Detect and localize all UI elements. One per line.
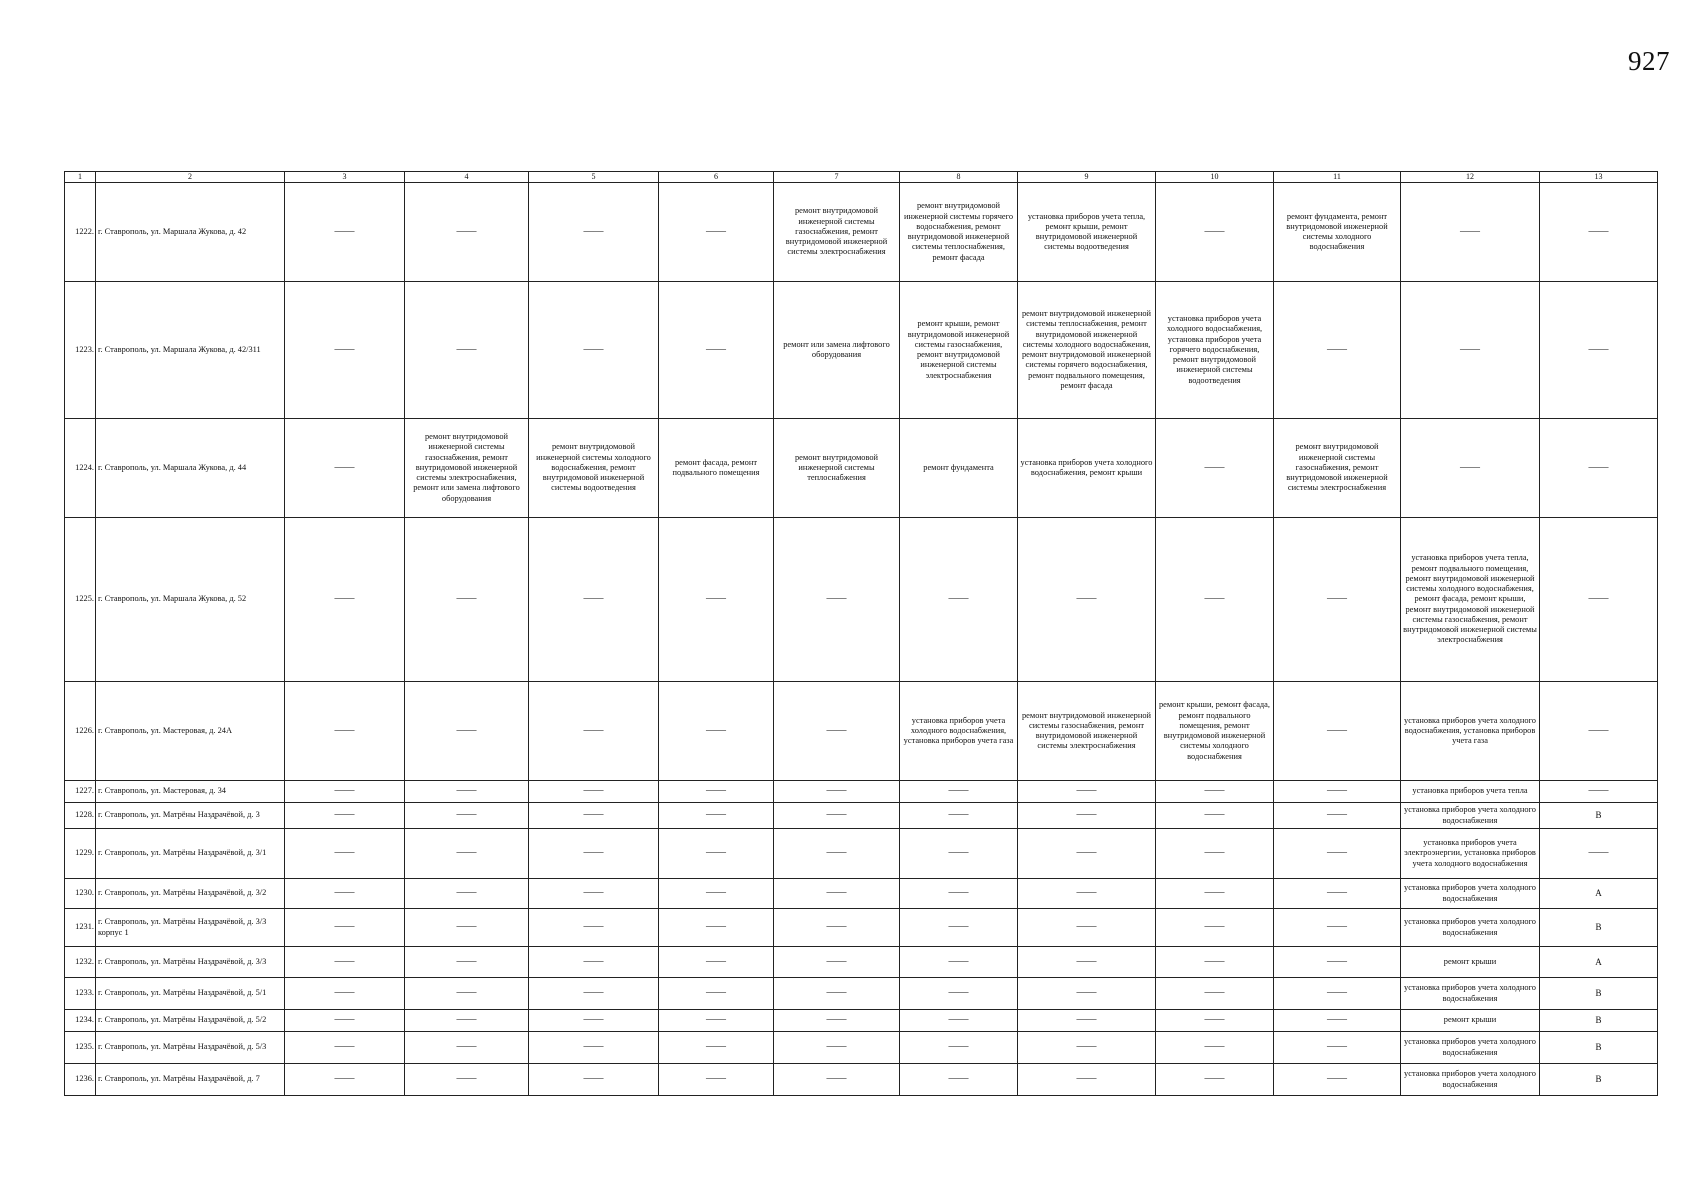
col13-cell: А bbox=[1540, 947, 1658, 978]
column-number-header: 5 bbox=[529, 172, 659, 183]
address-cell: г. Ставрополь, ул. Маршала Жукова, д. 42/311 bbox=[96, 282, 285, 419]
col4-cell: —— bbox=[405, 879, 529, 909]
col7-cell: —— bbox=[774, 518, 900, 682]
col7-cell: —— bbox=[774, 978, 900, 1010]
col7-cell: —— bbox=[774, 781, 900, 803]
col3-cell: —— bbox=[285, 1032, 405, 1064]
col12-cell: установка приборов учета холодного водоснабжения bbox=[1401, 1032, 1540, 1064]
col5-cell: —— bbox=[529, 909, 659, 947]
col10-cell: —— bbox=[1156, 781, 1274, 803]
col6-cell: —— bbox=[659, 1064, 774, 1096]
col9-cell: —— bbox=[1018, 1032, 1156, 1064]
column-number-header: 7 bbox=[774, 172, 900, 183]
address-cell: г. Ставрополь, ул. Мастеровая, д. 24А bbox=[96, 682, 285, 781]
col13-cell: —— bbox=[1540, 282, 1658, 419]
col9-cell: —— bbox=[1018, 781, 1156, 803]
col13-cell: В bbox=[1540, 1064, 1658, 1096]
col13-cell: —— bbox=[1540, 183, 1658, 282]
col9-cell: —— bbox=[1018, 909, 1156, 947]
address-cell: г. Ставрополь, ул. Матрёны Наздрачёвой, д. 7 bbox=[96, 1064, 285, 1096]
col11-cell: ремонт внутридомовой инженерной системы газоснабжения, ремонт внутридомовой инженерной системы электроснабжения bbox=[1274, 419, 1401, 518]
col9-cell: —— bbox=[1018, 978, 1156, 1010]
col4-cell: —— bbox=[405, 1032, 529, 1064]
col3-cell: —— bbox=[285, 947, 405, 978]
col9-cell: —— bbox=[1018, 518, 1156, 682]
col12-cell: —— bbox=[1401, 183, 1540, 282]
col8-cell: —— bbox=[900, 1032, 1018, 1064]
row-number: 1232. bbox=[65, 947, 96, 978]
col3-cell: —— bbox=[285, 419, 405, 518]
col4-cell: —— bbox=[405, 1010, 529, 1032]
column-number-header: 4 bbox=[405, 172, 529, 183]
col9-cell: ремонт внутридомовой инженерной системы газоснабжения, ремонт внутридомовой инженерной системы электроснабжения bbox=[1018, 682, 1156, 781]
col3-cell: —— bbox=[285, 829, 405, 879]
table-row bbox=[65, 879, 1658, 909]
col3-cell: —— bbox=[285, 183, 405, 282]
col10-cell: —— bbox=[1156, 947, 1274, 978]
column-number-header: 11 bbox=[1274, 172, 1401, 183]
col11-cell: —— bbox=[1274, 947, 1401, 978]
col10-cell: —— bbox=[1156, 978, 1274, 1010]
column-number-header: 3 bbox=[285, 172, 405, 183]
col6-cell: —— bbox=[659, 282, 774, 419]
col7-cell: —— bbox=[774, 1032, 900, 1064]
col11-cell: —— bbox=[1274, 1032, 1401, 1064]
row-number: 1227. bbox=[65, 781, 96, 803]
col4-cell: —— bbox=[405, 1064, 529, 1096]
col4-cell: —— bbox=[405, 682, 529, 781]
table-row bbox=[65, 1032, 1658, 1064]
col5-cell: —— bbox=[529, 183, 659, 282]
col8-cell: установка приборов учета холодного водоснабжения, установка приборов учета газа bbox=[900, 682, 1018, 781]
col7-cell: ремонт или замена лифтового оборудования bbox=[774, 282, 900, 419]
col4-cell: —— bbox=[405, 183, 529, 282]
col13-cell: В bbox=[1540, 909, 1658, 947]
col11-cell: —— bbox=[1274, 879, 1401, 909]
col7-cell: —— bbox=[774, 879, 900, 909]
col9-cell: —— bbox=[1018, 947, 1156, 978]
col4-cell: —— bbox=[405, 829, 529, 879]
col4-cell: —— bbox=[405, 803, 529, 829]
col5-cell: —— bbox=[529, 947, 659, 978]
col4-cell: —— bbox=[405, 781, 529, 803]
table-row bbox=[65, 803, 1658, 829]
col6-cell: —— bbox=[659, 518, 774, 682]
col11-cell: —— bbox=[1274, 909, 1401, 947]
col9-cell: —— bbox=[1018, 1064, 1156, 1096]
col6-cell: —— bbox=[659, 909, 774, 947]
col9-cell: ремонт внутридомовой инженерной системы теплоснабжения, ремонт внутридомовой инженерной системы холодного водоснабжения, ремонт внутридомовой инженерной системы горячего водоснабжения, ремонт подвального помещения, ремонт фасада bbox=[1018, 282, 1156, 419]
row-number: 1223. bbox=[65, 282, 96, 419]
col7-cell: ремонт внутридомовой инженерной системы теплоснабжения bbox=[774, 419, 900, 518]
col10-cell: установка приборов учета холодного водоснабжения, установка приборов учета горячего водоснабжения, ремонт внутридомовой инженерной системы водоотведения bbox=[1156, 282, 1274, 419]
col11-cell: —— bbox=[1274, 518, 1401, 682]
address-cell: г. Ставрополь, ул. Маршала Жукова, д. 44 bbox=[96, 419, 285, 518]
col11-cell: —— bbox=[1274, 781, 1401, 803]
address-cell: г. Ставрополь, ул. Матрёны Наздрачёвой, д. 3/3 bbox=[96, 947, 285, 978]
address-cell: г. Ставрополь, ул. Матрёны Наздрачёвой, д. 5/2 bbox=[96, 1010, 285, 1032]
col7-cell: —— bbox=[774, 947, 900, 978]
col11-cell: —— bbox=[1274, 282, 1401, 419]
col4-cell: —— bbox=[405, 518, 529, 682]
col8-cell: —— bbox=[900, 803, 1018, 829]
col10-cell: —— bbox=[1156, 1010, 1274, 1032]
col6-cell: —— bbox=[659, 803, 774, 829]
col10-cell: —— bbox=[1156, 803, 1274, 829]
col8-cell: —— bbox=[900, 909, 1018, 947]
col12-cell: установка приборов учета холодного водоснабжения bbox=[1401, 879, 1540, 909]
col11-cell: —— bbox=[1274, 803, 1401, 829]
col3-cell: —— bbox=[285, 909, 405, 947]
col13-cell: —— bbox=[1540, 682, 1658, 781]
address-cell: г. Ставрополь, ул. Матрёны Наздрачёвой, д. 3/1 bbox=[96, 829, 285, 879]
col3-cell: —— bbox=[285, 879, 405, 909]
col10-cell: —— bbox=[1156, 518, 1274, 682]
col7-cell: —— bbox=[774, 803, 900, 829]
col7-cell: —— bbox=[774, 682, 900, 781]
col13-cell: В bbox=[1540, 803, 1658, 829]
col4-cell: —— bbox=[405, 978, 529, 1010]
col7-cell: ремонт внутридомовой инженерной системы газоснабжения, ремонт внутридомовой инженерной системы электроснабжения bbox=[774, 183, 900, 282]
row-number: 1226. bbox=[65, 682, 96, 781]
col9-cell: —— bbox=[1018, 803, 1156, 829]
col5-cell: —— bbox=[529, 1064, 659, 1096]
col6-cell: —— bbox=[659, 879, 774, 909]
col3-cell: —— bbox=[285, 781, 405, 803]
col12-cell: установка приборов учета тепла bbox=[1401, 781, 1540, 803]
address-cell: г. Ставрополь, ул. Мастеровая, д. 34 bbox=[96, 781, 285, 803]
col12-cell: установка приборов учета тепла, ремонт подвального помещения, ремонт внутридомовой инженерной системы холодного водоснабжения, ремонт фасада, ремонт крыши, ремонт внутридомовой инженерной системы газоснабжения, ремонт внутридомовой инженерной системы электроснабжения bbox=[1401, 518, 1540, 682]
col8-cell: —— bbox=[900, 518, 1018, 682]
col4-cell: —— bbox=[405, 282, 529, 419]
col9-cell: —— bbox=[1018, 879, 1156, 909]
column-number-header: 8 bbox=[900, 172, 1018, 183]
row-number: 1229. bbox=[65, 829, 96, 879]
col10-cell: ремонт крыши, ремонт фасада, ремонт подвального помещения, ремонт внутридомовой инженерной системы холодного водоснабжения bbox=[1156, 682, 1274, 781]
row-number: 1233. bbox=[65, 978, 96, 1010]
col8-cell: ремонт крыши, ремонт внутридомовой инженерной системы газоснабжения, ремонт внутридомовой инженерной системы электроснабжения bbox=[900, 282, 1018, 419]
col11-cell: ремонт фундамента, ремонт внутридомовой инженерной системы холодного водоснабжения bbox=[1274, 183, 1401, 282]
col13-cell: В bbox=[1540, 978, 1658, 1010]
address-cell: г. Ставрополь, ул. Матрёны Наздрачёвой, д. 5/3 bbox=[96, 1032, 285, 1064]
col9-cell: установка приборов учета холодного водоснабжения, ремонт крыши bbox=[1018, 419, 1156, 518]
col5-cell: —— bbox=[529, 1010, 659, 1032]
col12-cell: установка приборов учета холодного водоснабжения bbox=[1401, 909, 1540, 947]
col13-cell: В bbox=[1540, 1010, 1658, 1032]
table-row bbox=[65, 682, 1658, 781]
page-number: 927 bbox=[1628, 46, 1670, 76]
col13-cell: В bbox=[1540, 1032, 1658, 1064]
col5-cell: —— bbox=[529, 781, 659, 803]
col13-cell: —— bbox=[1540, 518, 1658, 682]
col8-cell: ремонт внутридомовой инженерной системы горячего водоснабжения, ремонт внутридомовой инженерной системы теплоснабжения, ремонт фасада bbox=[900, 183, 1018, 282]
address-cell: г. Ставрополь, ул. Матрёны Наздрачёвой, д. 3/3 корпус 1 bbox=[96, 909, 285, 947]
table-row bbox=[65, 947, 1658, 978]
col8-cell: —— bbox=[900, 947, 1018, 978]
col3-cell: —— bbox=[285, 803, 405, 829]
col7-cell: —— bbox=[774, 1064, 900, 1096]
table-row bbox=[65, 909, 1658, 947]
column-number-header: 1 bbox=[65, 172, 96, 183]
repair-schedule-table bbox=[64, 171, 1658, 1096]
col8-cell: —— bbox=[900, 1064, 1018, 1096]
col3-cell: —— bbox=[285, 1010, 405, 1032]
row-number: 1231. bbox=[65, 909, 96, 947]
row-number: 1224. bbox=[65, 419, 96, 518]
col5-cell: —— bbox=[529, 829, 659, 879]
col3-cell: —— bbox=[285, 978, 405, 1010]
col10-cell: —— bbox=[1156, 909, 1274, 947]
col8-cell: —— bbox=[900, 781, 1018, 803]
col11-cell: —— bbox=[1274, 1010, 1401, 1032]
column-number-header: 9 bbox=[1018, 172, 1156, 183]
column-number-row bbox=[65, 172, 1658, 183]
row-number: 1222. bbox=[65, 183, 96, 282]
col12-cell: —— bbox=[1401, 282, 1540, 419]
col12-cell: ремонт крыши bbox=[1401, 1010, 1540, 1032]
col11-cell: —— bbox=[1274, 829, 1401, 879]
col9-cell: —— bbox=[1018, 1010, 1156, 1032]
row-number: 1230. bbox=[65, 879, 96, 909]
table-row bbox=[65, 829, 1658, 879]
col13-cell: —— bbox=[1540, 829, 1658, 879]
col5-cell: —— bbox=[529, 682, 659, 781]
row-number: 1236. bbox=[65, 1064, 96, 1096]
col12-cell: установка приборов учета холодного водоснабжения bbox=[1401, 1064, 1540, 1096]
table-row bbox=[65, 282, 1658, 419]
col5-cell: —— bbox=[529, 803, 659, 829]
column-number-header: 6 bbox=[659, 172, 774, 183]
col4-cell: —— bbox=[405, 909, 529, 947]
col11-cell: —— bbox=[1274, 978, 1401, 1010]
col9-cell: установка приборов учета тепла, ремонт крыши, ремонт внутридомовой инженерной системы водоотведения bbox=[1018, 183, 1156, 282]
col5-cell: ремонт внутридомовой инженерной системы холодного водоснабжения, ремонт внутридомовой инженерной системы водоотведения bbox=[529, 419, 659, 518]
col10-cell: —— bbox=[1156, 879, 1274, 909]
address-cell: г. Ставрополь, ул. Матрёны Наздрачёвой, д. 3 bbox=[96, 803, 285, 829]
col3-cell: —— bbox=[285, 1064, 405, 1096]
col11-cell: —— bbox=[1274, 682, 1401, 781]
col12-cell: установка приборов учета холодного водоснабжения, установка приборов учета газа bbox=[1401, 682, 1540, 781]
col10-cell: —— bbox=[1156, 419, 1274, 518]
address-cell: г. Ставрополь, ул. Маршала Жукова, д. 42 bbox=[96, 183, 285, 282]
col6-cell: —— bbox=[659, 183, 774, 282]
column-number-header: 2 bbox=[96, 172, 285, 183]
table-row bbox=[65, 978, 1658, 1010]
col6-cell: ремонт фасада, ремонт подвального помещения bbox=[659, 419, 774, 518]
col10-cell: —— bbox=[1156, 183, 1274, 282]
col8-cell: ремонт фундамента bbox=[900, 419, 1018, 518]
col10-cell: —— bbox=[1156, 1064, 1274, 1096]
col3-cell: —— bbox=[285, 682, 405, 781]
col6-cell: —— bbox=[659, 829, 774, 879]
col5-cell: —— bbox=[529, 282, 659, 419]
row-number: 1228. bbox=[65, 803, 96, 829]
col11-cell: —— bbox=[1274, 1064, 1401, 1096]
col8-cell: —— bbox=[900, 879, 1018, 909]
column-number-header: 13 bbox=[1540, 172, 1658, 183]
col5-cell: —— bbox=[529, 1032, 659, 1064]
col7-cell: —— bbox=[774, 829, 900, 879]
col10-cell: —— bbox=[1156, 1032, 1274, 1064]
col6-cell: —— bbox=[659, 978, 774, 1010]
address-cell: г. Ставрополь, ул. Матрёны Наздрачёвой, д. 3/2 bbox=[96, 879, 285, 909]
table-body bbox=[65, 183, 1658, 1096]
col12-cell: установка приборов учета холодного водоснабжения bbox=[1401, 978, 1540, 1010]
table-row bbox=[65, 1010, 1658, 1032]
column-number-header: 10 bbox=[1156, 172, 1274, 183]
col4-cell: ремонт внутридомовой инженерной системы газоснабжения, ремонт внутридомовой инженерной системы электроснабжения, ремонт или замена лифтового оборудования bbox=[405, 419, 529, 518]
column-number-header: 12 bbox=[1401, 172, 1540, 183]
col8-cell: —— bbox=[900, 829, 1018, 879]
col4-cell: —— bbox=[405, 947, 529, 978]
col3-cell: —— bbox=[285, 518, 405, 682]
col12-cell: ремонт крыши bbox=[1401, 947, 1540, 978]
col6-cell: —— bbox=[659, 1010, 774, 1032]
col6-cell: —— bbox=[659, 781, 774, 803]
col8-cell: —— bbox=[900, 978, 1018, 1010]
col13-cell: —— bbox=[1540, 781, 1658, 803]
table-row bbox=[65, 518, 1658, 682]
col9-cell: —— bbox=[1018, 829, 1156, 879]
col12-cell: —— bbox=[1401, 419, 1540, 518]
col10-cell: —— bbox=[1156, 829, 1274, 879]
col13-cell: А bbox=[1540, 879, 1658, 909]
col5-cell: —— bbox=[529, 879, 659, 909]
table-row bbox=[65, 419, 1658, 518]
row-number: 1235. bbox=[65, 1032, 96, 1064]
col7-cell: —— bbox=[774, 909, 900, 947]
col3-cell: —— bbox=[285, 282, 405, 419]
col6-cell: —— bbox=[659, 1032, 774, 1064]
col6-cell: —— bbox=[659, 947, 774, 978]
col8-cell: —— bbox=[900, 1010, 1018, 1032]
col7-cell: —— bbox=[774, 1010, 900, 1032]
table-row bbox=[65, 1064, 1658, 1096]
col13-cell: —— bbox=[1540, 419, 1658, 518]
row-number: 1234. bbox=[65, 1010, 96, 1032]
row-number: 1225. bbox=[65, 518, 96, 682]
table-row bbox=[65, 781, 1658, 803]
col12-cell: установка приборов учета холодного водоснабжения bbox=[1401, 803, 1540, 829]
address-cell: г. Ставрополь, ул. Матрёны Наздрачёвой, д. 5/1 bbox=[96, 978, 285, 1010]
table-row bbox=[65, 183, 1658, 282]
address-cell: г. Ставрополь, ул. Маршала Жукова, д. 52 bbox=[96, 518, 285, 682]
col12-cell: установка приборов учета электроэнергии, установка приборов учета холодного водоснабжения bbox=[1401, 829, 1540, 879]
col6-cell: —— bbox=[659, 682, 774, 781]
col5-cell: —— bbox=[529, 978, 659, 1010]
col5-cell: —— bbox=[529, 518, 659, 682]
